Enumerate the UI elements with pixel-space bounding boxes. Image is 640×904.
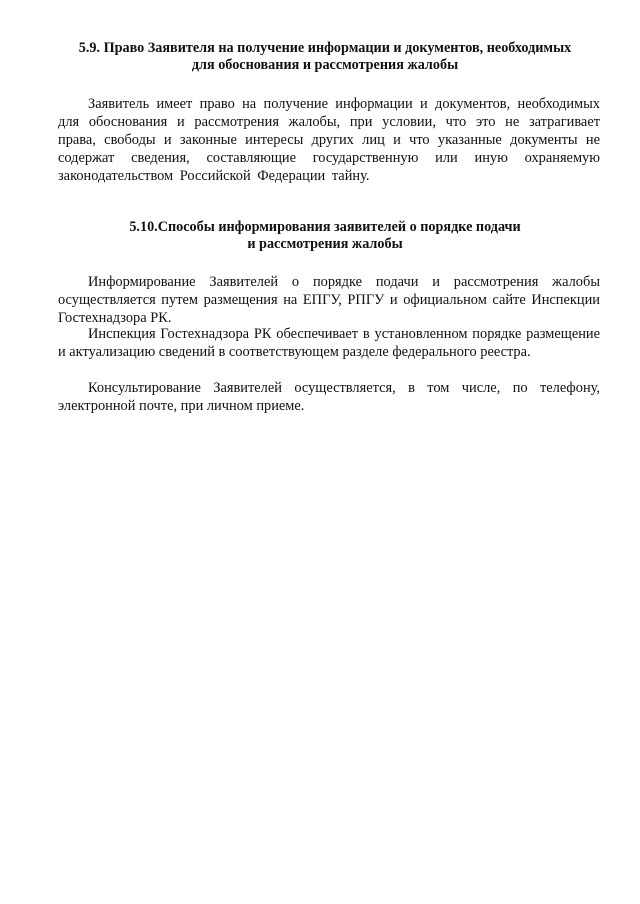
section-5-10-paragraph-3: Консультирование Заявителей осуществляется, в том числе, по телефону, электронной почте, при личном приеме. xyxy=(58,380,600,414)
section-5-9-paragraph: Заявитель имеет право на получение информации и документов, необходимых для обоснования и рассмотрения жалобы, при условии, что это не затрагивает права, свободы и законные интересы других лиц и что указанные документы не содержат сведения, составляющие государственную или иную охраняемую законодательством Российской Федерации тайну. xyxy=(58,96,600,184)
section-5-10-paragraph-1: Информирование Заявителей о порядке подачи и рассмотрения жалобы осуществляется путем размещения на ЕПГУ, РПГУ и официальном сайте Инспекции Гостехнадзора РК. xyxy=(58,274,600,326)
section-heading-5-10-line1: 5.10.Способы информирования заявителей о порядке подачи xyxy=(129,219,521,235)
section-5-10-paragraph-2: Инспекция Гостехнадзора РК обеспечивает в установленном порядке размещение и актуализацию сведений в соответствующем разделе федерального реестра. xyxy=(58,326,600,360)
section-heading-5-9 xyxy=(40,40,610,74)
section-heading-5-10-line2: и рассмотрения жалобы xyxy=(247,236,403,252)
section-heading-5-9-line2: для обоснования и рассмотрения жалобы xyxy=(191,57,459,73)
section-heading-5-9-line1: 5.9. Право Заявителя на получение информации и документов, необходимых xyxy=(78,40,572,56)
section-heading-5-10 xyxy=(40,219,610,253)
